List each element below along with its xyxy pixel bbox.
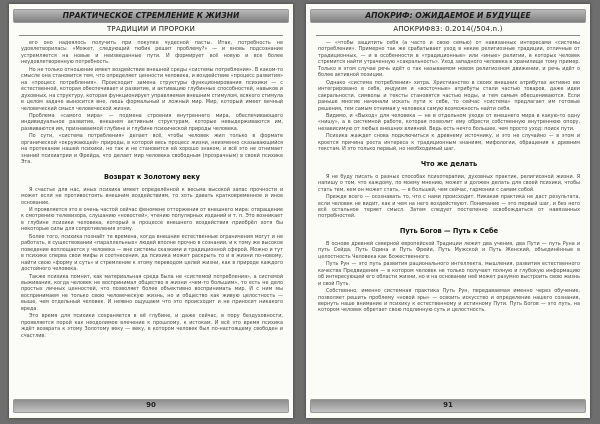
right-page [306,4,590,418]
paragraph: Путь Рун — это путь развития рационального интеллекта, мышления, развития естественного качества Предвидения — в котором человек не только получает полную и глубокую информацию об интересующей его области жизни, но и на основании неё может разумно выстроить свою жизнь и свой Путь. [318,261,580,287]
header-divider [316,35,580,36]
text-column [318,40,580,386]
paragraph: Это время для психики сохраняется в её глубине, и даже сейчас, в пору бездуховности, проявляется порой как неодолимое влечение к прошлому, к истокам. И всё это время психика ждёт возврата к этому Золотому веку — веку, в котором человек был по-настоящему свободен и счастлив. [21,313,283,339]
paragraph: И проявляется это в очень частой сейчас феномене отторжения от внешнего мира: отвращение к смотрению телевизора, слушанию «новостей», чтению популярных изданий и т. п. Это возникает в глубине психики человека, который в процессе внешнего воздействия приобрёл хотя бы некоторые силы для сопротивления этому. [21,206,283,233]
page-header-banner: АПОКРИФ: ОЖИДАЕМОЕ И БУДУЩЕЕ [310,9,586,23]
page-number-footer: 91 [310,399,586,413]
page-header-banner: ПРАКТИЧЕСКОЕ СТРЕМЛЕНИЕ К ЖИЗНИ [13,9,289,23]
running-title: ТРАДИЦИИ И ПРОРОКИ [106,25,196,33]
section-heading: Что же делать [420,159,478,168]
left-page [9,4,293,418]
paragraph: По сути, «система потребления» делает всё, чтобы человек жил только в формате органической «окружающей» природы, в которой весь процесс жизни, неизменно сказывающийся на протекание нашей психики, но так и не становится ей хорошо знаком, и всё это не отнимает знаний психиатрии и Фрейда, что делает мир человека свободным (прозрачным) в своей психике Эта. [21,133,283,166]
text-column [21,40,283,386]
paragraph: В основе древней северной европейской Традиции лежит два учения, два Пути — путь Руна и путь Сейда, Путь Одина и Путь Фрейи, Путь Мужской и Путь Женский, объединённые в целостность Человека как Божественного. [318,240,580,260]
section-heading: Возврат к Золотому веку [104,172,200,181]
paragraph: Психика жаждет снова подключиться к древнему источнику, и это не случайно — в этом и кроется причина роста интереса к традиционным знаниям, мифологии, обращения к древним текстам. И это только первый, но необходимый шаг. [318,133,580,153]
paragraph: Однако «система потребления» хитра. Христианство в своих внешних атрибутах активно ею интегрировано в себя, индуизм и «восточные» атрибуты стали частью товаров, даже идеи сакральности, символы и тексты становятся частью моды, и тем самым обесцениваются. Если раньше многие начинали искать пути к себе, то сейчас «система» предлагает им готовые решения, тем самым отнимая у человека самую возможность найти себя. [318,79,580,112]
paragraph: Более того, психика познаёт те времена, когда внешние естественные ограничения могут и не работать, в существовании «параллельных» людей вполне прочно в сознании, и к тому же высокое поведение воплощается у человека — вне системы сказками и традиционной сферой. Можно и тут в психике сперва свои мифы и соотнесения, да психика может раскрыть то и в жизни по-новому, найти свою «форму и суть» и стремление к этому переводом целей жизни, как в природе каждого достойного человека. [21,233,283,273]
paragraph: Но не только отношение имеет воздействие внешней среды «системы потребления». В каком-то смысле она становится тем, что определяет ценности человека, и воздействие «процесс развития» на «процесс потребления». Происходит замена структуры функционирования психики — с естественной, которая обеспечивает и развитие, и активацию глубинных способностей, навыков и духовных, на структуру, которая функционирует управляемая внешним стимулом, всякого стимула в целом задаче выносится вне, лишь формальный и ложный мир. Мир, который имеет вечный человеческий смысл человеческой жизни. [21,66,283,112]
paragraph: Прежде всего — осознавать то, что с нами происходит. Никакая практика не даст результата, если человек не видит, как и чем на него воздействуют. Понимание — это первый шаг, и без него всё остальное теряет смысл. Затем следует постепенно освобождаться от навязанных потребностей. [318,194,580,220]
paragraph: Я не буду писать о разных способах психотерапии, духовных практик, религиозной жизни. Я напишу о том, что каждому, по моему мнению, может и должен делать для своей психики, чтобы стать тем, кем он может стать, — в большей, чем сейчас, гармонии с самим собой. [318,173,580,193]
paragraph: Я счастье для нас, иных психика имеет определённой к весьма высокой запас прочности и может если не противостоять внешним воздействиям, то хоть давать кратковременное и иное основание. [21,186,283,206]
paragraph: его оно надеялось получить при покупке чудесной пасты. Итак, потребность не удовлетворилась: «Может, следующий тюбик решит проблему?» — и вновь подсознание устремляется на новые и неизведанные пути. И формирует всё новую и все более неудовлетворенную потребность. [21,40,283,66]
paragraph: Собственно, именно системная практика Путь Рун, передаваемая именно через обучение, позволяет решить проблему «новой эры» — освоить искусство и определение нашего сознания, вернуть наше внимание и психику к естественному и истинному Пути. Путь Богов — это путь, на котором человек обретает свою подлинную суть и целостность. [318,288,580,314]
section-heading: Путь Богов — Путь к Себе [399,226,499,235]
page-number-footer: 90 [13,399,289,413]
paragraph: Проблема «самого мира» — подмена строения внутреннего мира, обеспечивающего индивидуальное развитие, внешнем активным структурам, которые невыдерживаются им, развиваются им, признаваемой глубине и глубине психической природы человека. [21,112,283,132]
header-divider [19,35,283,36]
paragraph: — «чтобы защитить себя (а часто и свою семью) от навязанных интересами «системы потребления». Примерно так же срабатывает уход в некие религиозные традиции, отличные от традиционных, — и в особенности в «традиционные» или «иные» религии, в которых человек стремится найти утраченную «сакральность». Уход западного человека в хранилище тому пример. Только в этом случае речь идёт о так называемом новом религиозном движении, и речь идёт о более активной позиции. [318,40,580,79]
paragraph: Видимо, и «Выход» для человека — не в отдельном уходе от внешнего мира в какую-то одну «нишу», а в системной работе, которая позволит ему обрести собственную внутреннюю опору, независимую от любых внешних влияний. Ведь есть нечто большее, чем просто уход: поиск пути. [318,112,580,132]
running-title: АПОКРИФ83: 0.2014(/504.n.) [393,25,503,33]
paragraph: Также психика помнит, как материальная среда была не «системой потребления», а системой выживания, когда человек не воспринимал общество в жизни «чем-то большим», то есть не дело простых личных ценностей, что позволяет более объективно воспринимать мир. И с ним мы воспринимаем не только свою человеческую жизнь, но и общество как живую целостность — выше, чем отдельный человек. И неявно ощущаем что это происходит и не приносит никакого вреда. [21,273,283,312]
